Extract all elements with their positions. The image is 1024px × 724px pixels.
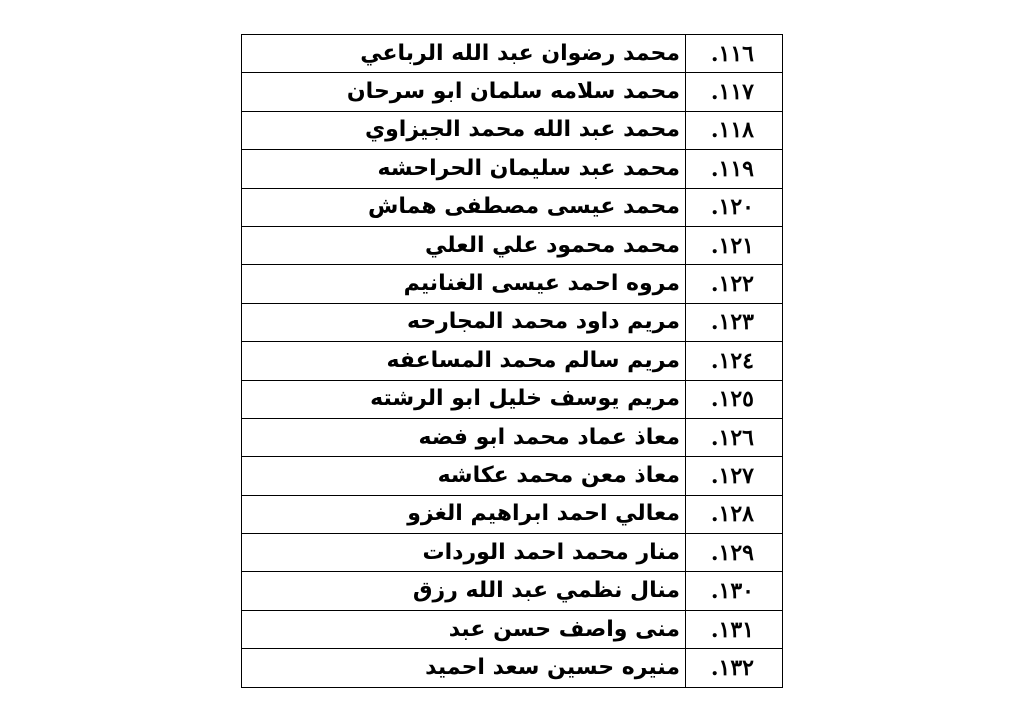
row-number: ١٣٢. [686,649,783,687]
row-name: معاذ عماد محمد ابو فضه [242,418,686,456]
row-number: ١٣١. [686,610,783,648]
table-row [242,457,783,495]
table-row [242,150,783,188]
row-name: مريم سالم محمد المساعفه [242,342,686,380]
row-name: معالي احمد ابراهيم الغزو [242,495,686,533]
row-name: منى واصف حسن عبد [242,610,686,648]
table-row [242,649,783,687]
row-number: ١٢٢. [686,265,783,303]
table-row [242,418,783,456]
table-row [242,35,783,73]
row-number: ١١٧. [686,73,783,111]
row-number: ١١٩. [686,150,783,188]
table-row [242,111,783,149]
row-number: ١٢١. [686,226,783,264]
row-name: محمد سلامه سلمان ابو سرحان [242,73,686,111]
row-number: ١٢٥. [686,380,783,418]
table-row [242,303,783,341]
row-number: ١١٨. [686,111,783,149]
table-row [242,572,783,610]
row-number: ١٢٦. [686,418,783,456]
row-number: ١٣٠. [686,572,783,610]
row-name: مريم داود محمد المجارحه [242,303,686,341]
row-number: ١٢٨. [686,495,783,533]
row-number: ١١٦. [686,35,783,73]
row-name: محمد عبد الله محمد الجيزاوي [242,111,686,149]
row-name: مروه احمد عيسى الغنانيم [242,265,686,303]
row-name: منال نظمي عبد الله رزق [242,572,686,610]
row-name: منيره حسين سعد احميد [242,649,686,687]
table-row [242,73,783,111]
table-row [242,188,783,226]
row-name: مريم يوسف خليل ابو الرشته [242,380,686,418]
row-number: ١٢٠. [686,188,783,226]
table-row [242,265,783,303]
row-name: محمد عبد سليمان الحراحشه [242,150,686,188]
row-number: ١٢٩. [686,534,783,572]
row-name: معاذ معن محمد عكاشه [242,457,686,495]
row-number: ١٢٧. [686,457,783,495]
row-name: محمد رضوان عبد الله الرباعي [242,35,686,73]
table-row [242,610,783,648]
table-row [242,380,783,418]
row-number: ١٢٣. [686,303,783,341]
row-number: ١٢٤. [686,342,783,380]
row-name: محمد عيسى مصطفى هماش [242,188,686,226]
table-row [242,495,783,533]
names-table [241,34,783,688]
table-row [242,534,783,572]
row-name: محمد محمود علي العلي [242,226,686,264]
row-name: منار محمد احمد الوردات [242,534,686,572]
table-row [242,226,783,264]
table-row [242,342,783,380]
